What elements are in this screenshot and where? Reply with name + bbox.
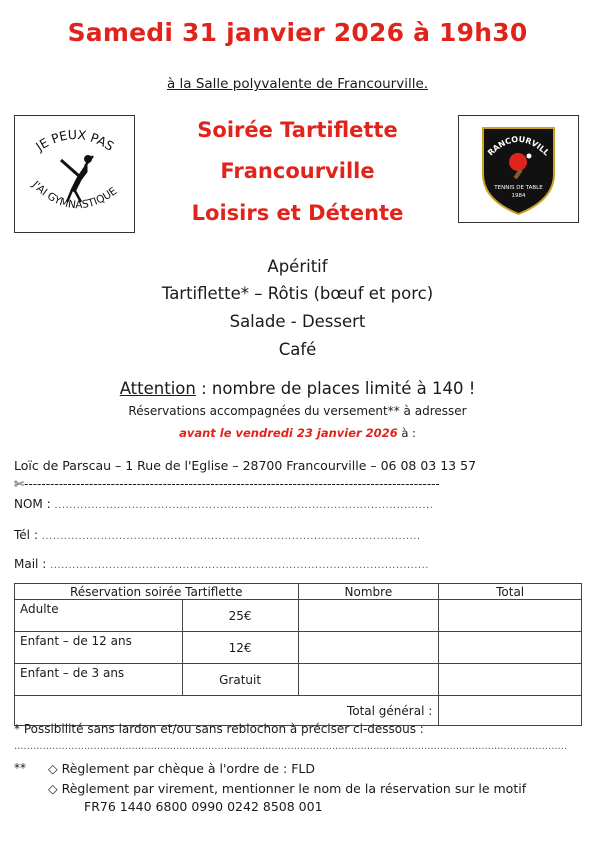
attention-word: Attention <box>119 379 196 398</box>
reservation-note: Réservations accompagnées du versement** à adresser <box>128 404 467 418</box>
column-header-nombre: Nombre <box>298 584 439 600</box>
mail-field[interactable] <box>14 557 429 571</box>
attention-notice <box>0 379 595 398</box>
venue-line: à la Salle polyvalente de Francourville. <box>166 76 429 92</box>
deadline-line <box>0 426 595 440</box>
total-row <box>15 696 582 726</box>
logo-right-mid-text: TENNIS DE TABLE <box>494 185 543 191</box>
gymnast-silhouette-icon <box>61 156 93 203</box>
table-header-row <box>15 584 582 600</box>
contact-address: Loïc de Parscau – 1 Rue de l'Eglise – 28700 Francourville – 06 08 03 13 57 <box>14 458 477 473</box>
nombre-cell[interactable] <box>298 632 439 664</box>
row-price: Gratuit <box>182 664 298 696</box>
event-date-title: Samedi 31 janvier 2026 à 19h30 <box>67 18 528 47</box>
option-input-dots[interactable]: .............................................................................................................................................................................. <box>14 741 568 752</box>
table-row <box>15 664 582 696</box>
row-label: Enfant – de 12 ans <box>15 632 183 664</box>
payment-virement: ◇ Règlement par virement, mentionner le nom de la réservation sur le motif <box>48 781 527 796</box>
row-label: Adulte <box>15 600 183 632</box>
tel-label: Tél : <box>14 528 38 542</box>
nom-label: NOM : <box>14 497 51 511</box>
menu-item: Apéritif <box>267 257 328 276</box>
nombre-cell[interactable] <box>298 600 439 632</box>
deadline-suffix: à : <box>397 426 416 440</box>
reservation-table <box>14 583 582 726</box>
row-price: 25€ <box>182 600 298 632</box>
svg-text:JE PEUX PAS <box>32 127 117 155</box>
total-cell[interactable] <box>439 600 582 632</box>
event-title-line-2: Francourville <box>220 159 375 183</box>
logo-left-bottom-text: J'AI GYMNASTIQUE <box>29 178 120 212</box>
logo-right-top-text: RANCOURVILL <box>486 134 551 158</box>
gymnastics-logo <box>14 115 135 233</box>
event-title-line-1: Soirée Tartiflette <box>197 118 398 142</box>
total-cell[interactable] <box>439 632 582 664</box>
table-row <box>15 632 582 664</box>
cut-line: ✄------------------------------------------------------------------------------------------------ <box>14 477 440 491</box>
tel-field[interactable] <box>14 528 421 542</box>
nom-field[interactable] <box>14 497 433 511</box>
table-tennis-club-logo <box>458 115 579 223</box>
mail-dots: ....................................................................................................... <box>50 560 429 571</box>
row-label: Enfant – de 3 ans <box>15 664 183 696</box>
menu-item: Salade - Dessert <box>229 312 366 331</box>
menu-item: Café <box>278 340 317 359</box>
total-general-label: Total général : <box>15 696 439 726</box>
column-header-reservation: Réservation soirée Tartiflette <box>15 584 299 600</box>
total-cell[interactable] <box>439 664 582 696</box>
total-general-cell[interactable] <box>439 696 582 726</box>
nom-dots: ....................................................................................................... <box>54 500 434 511</box>
nombre-cell[interactable] <box>298 664 439 696</box>
event-title-line-3: Loisirs et Détente <box>191 201 404 225</box>
row-price: 12€ <box>182 632 298 664</box>
logo-left-top-text: JE PEUX PAS <box>32 126 117 154</box>
column-header-total: Total <box>439 584 582 600</box>
menu-item: Tartiflette* – Rôtis (bœuf et porc) <box>161 284 434 303</box>
payment-marker: ** <box>14 761 26 775</box>
tartiflette-option-note: * Possibilité sans lardon et/ou sans reblochon à préciser ci-dessous : <box>14 722 424 736</box>
tel-dots: ....................................................................................................... <box>41 531 421 542</box>
payment-iban: FR76 1440 6800 0990 0242 8508 001 <box>84 799 323 814</box>
logo-right-year: 1984 <box>511 193 526 199</box>
mail-label: Mail : <box>14 557 47 571</box>
attention-text: : nombre de places limité à 140 ! <box>195 379 476 398</box>
payment-cheque: ◇ Règlement par chèque à l'ordre de : FLD <box>48 761 316 776</box>
deadline-date: avant le vendredi 23 janvier 2026 <box>179 426 398 440</box>
table-row <box>15 600 582 632</box>
